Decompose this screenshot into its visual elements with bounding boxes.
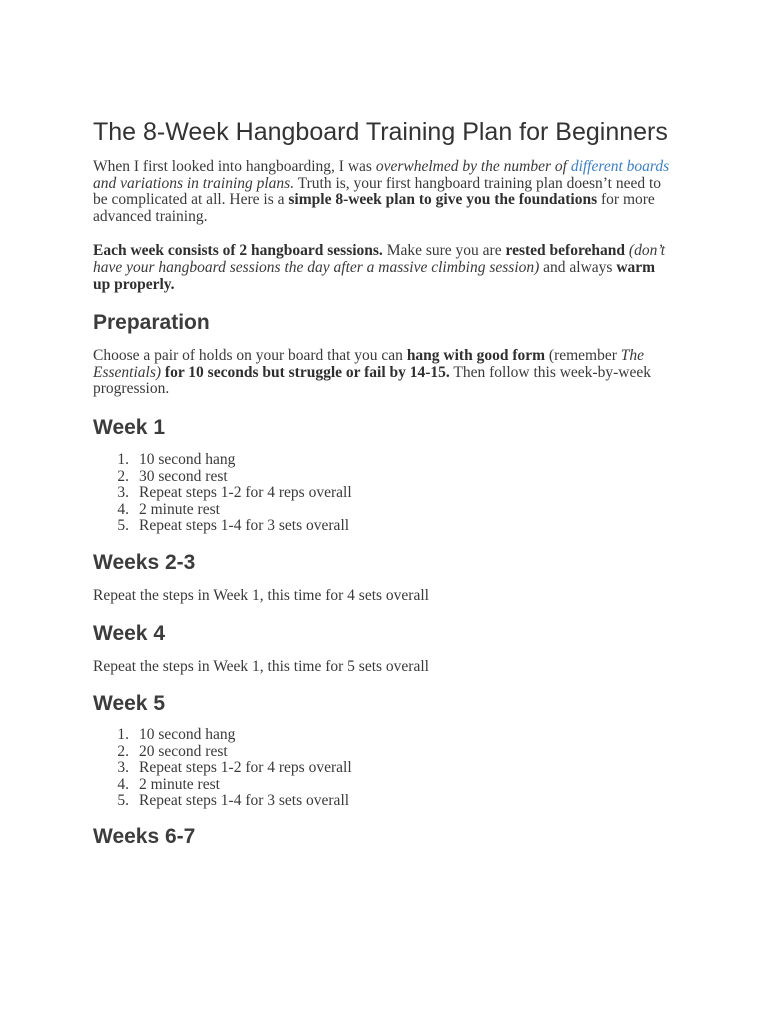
list-item: 5. Repeat steps 1-4 for 3 sets overall (117, 517, 350, 535)
week-5-steps (93, 727, 672, 810)
intro-emphasis: overwhelmed by the number of different boards and variations in training plans. (93, 158, 670, 192)
intro-text: When I first looked into hangboarding, I was (93, 158, 376, 175)
warmup-strong: warm up properly. (93, 258, 656, 293)
list-item: 2. 20 second rest (117, 742, 228, 760)
sessions-strong: Each week consists of 2 hangboard sessions. (93, 242, 383, 260)
heading-preparation: Preparation (93, 311, 210, 335)
seconds-strong: for 10 seconds but struggle or fail by 14-15. (161, 363, 450, 381)
sessions-paragraph: Each week consists of 2 hangboard sessions. Make sure you are rested beforehand (don’t have your hangboard sessions the day after a massive climbing session) and always warm up properly. (93, 242, 666, 293)
list-item: 3. Repeat steps 1-2 for 4 reps overall (117, 484, 352, 502)
different-boards-link[interactable]: different boards (570, 158, 670, 175)
heading-week-5: Week 5 (93, 692, 165, 716)
list-item: 5. Repeat steps 1-4 for 3 sets overall (117, 792, 350, 810)
list-item: 1. 10 second hang (117, 450, 236, 468)
page-title: The 8-Week Hangboard Training Plan for Beginners (93, 118, 668, 146)
heading-weeks-2-3: Weeks 2-3 (93, 550, 196, 574)
intro-text-3: for more advanced training. (93, 191, 655, 225)
weeks-2-3-text: Repeat the steps in Week 1, this time for 4 sets overall (93, 586, 429, 604)
hang-strong: hang with good form (406, 347, 546, 365)
list-item: 2. 30 second rest (117, 467, 228, 485)
list-item: 4. 2 minute rest (117, 500, 220, 518)
essentials-emphasis: The Essentials) (93, 347, 645, 381)
rested-strong: rested beforehand (505, 242, 626, 260)
heading-week-4: Week 4 (93, 621, 165, 645)
week-4-text: Repeat the steps in Week 1, this time for 5 sets overall (93, 657, 429, 675)
intro-paragraph (93, 159, 672, 225)
preparation-paragraph: Choose a pair of holds on your board that you can hang with good form (remember The Essentials) for 10 seconds but struggle or fail by 14-15. Then follow this week-by-week progression. (93, 347, 651, 398)
intro-text-2: Truth is, your first hangboard training plan doesn’t need to be complicated at all. Here is a (93, 174, 662, 209)
heading-weeks-6-7: Weeks 6-7 (93, 825, 196, 849)
heading-week-1: Week 1 (93, 415, 165, 439)
list-item: 3. Repeat steps 1-2 for 4 reps overall (117, 759, 352, 777)
week-1-steps (93, 452, 672, 535)
intro-strong: simple 8-week plan to give you the foundations (288, 191, 598, 209)
list-item: 1. 10 second hang (117, 726, 236, 744)
sessions-emphasis: (don’t have your hangboard sessions the day after a massive climbing session) (93, 242, 666, 276)
list-item: 4. 2 minute rest (117, 775, 220, 793)
